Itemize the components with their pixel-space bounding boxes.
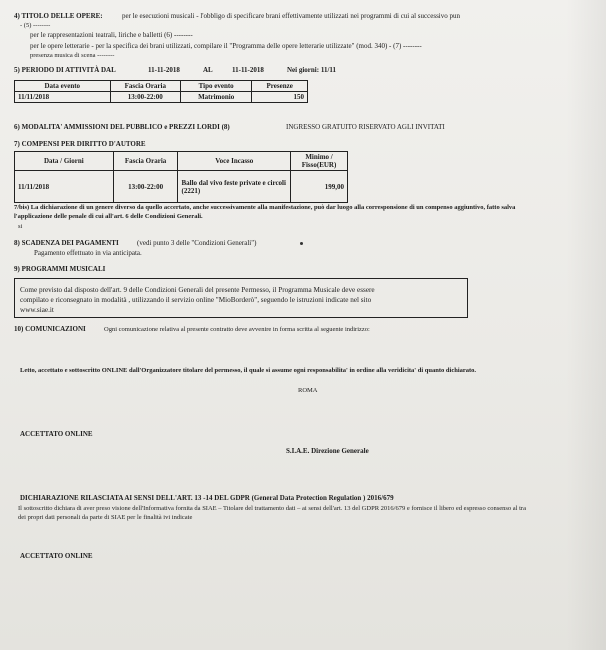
- section7bis-line2: l'applicazione delle penale di cui all'art. 6 delle Condizioni Generali.: [14, 213, 203, 220]
- section9-box-line2: compilato e riconsegnato in modalità , utilizzando il servizio online "MioBorderò", seguendo le istruzioni indicate nel sito: [20, 296, 372, 304]
- section4-line4: presenza musica di scena --------: [30, 52, 115, 59]
- accettato-online-2: ACCETTATO ONLINE: [20, 552, 93, 560]
- table-row: [15, 171, 348, 203]
- table-cell: 150: [252, 92, 308, 103]
- col-header: Voce Incasso: [178, 152, 291, 171]
- col-header: Presenze: [252, 81, 308, 92]
- section6-title: 6) MODALITA' AMMISSIONI DEL PUBBLICO e PREZZI LORDI (8): [14, 123, 230, 131]
- page-shadow: [566, 0, 606, 650]
- section10-title: 10) COMUNICAZIONI: [14, 325, 86, 333]
- col-header: Fascia Oraria: [110, 81, 180, 92]
- table-cell: 11/11/2018: [15, 171, 114, 203]
- col-header: Fascia Oraria: [113, 152, 178, 171]
- roma: ROMA: [298, 387, 318, 394]
- section9-box-line3: www.siae.it: [20, 306, 54, 314]
- gdpr-line1: Il sottoscritto dichiara di aver preso visione dell'Informativa fornita da SIAE – Titolare del trattamento dati – ai sensi dell'art. 13 del GDPR 2016/679 e fornisce il libero ed espresso consenso al tra: [18, 505, 526, 512]
- section10-text: Ogni comunicazione relativa al presente contratto deve avvenire in forma scritta al seguente indirizzo:: [104, 326, 370, 333]
- gdpr-title: DICHIARAZIONE RILASCIATA AI SENSI DELL'ART. 13 -14 DEL GDPR (General Data Protection Regulation ) 2016/679: [20, 494, 394, 502]
- section5-title: 5) PERIODO DI ATTIVITÀ DAL: [14, 66, 116, 74]
- section4-line1: per le esecuzioni musicali - l'obbligo di specificare brani effettivamente utilizzati nei programmi di cui al successivo pun: [122, 12, 460, 20]
- section8-title: 8) SCADENZA DEI PAGAMENTI: [14, 239, 119, 247]
- section7bis-line1: 7/bis) La dichiarazione di un genere diverso da quello accertato, anche successivamente alla manifestazione, può dar luogo alla corresponsione di un compenso aggiuntivo, fatto salva: [14, 204, 516, 211]
- section4-line3: per le opere letterarie - per la specifica dei brani utilizzati, compilare il "Programma delle opere letterarie utilizzate" (mod. 340) - (7) --------: [30, 42, 422, 50]
- gdpr-line2: dei propri dati personali da parte di SIAE per le finalità ivi indicate: [18, 514, 193, 521]
- table-row: [15, 92, 308, 103]
- section5-to: 11-11-2018: [232, 66, 264, 74]
- section9-box-line1: Come previsto dal disposto dell'art. 9 delle Condizioni Generali del presente Permesso, il Programma Musicale deve essere: [20, 286, 375, 294]
- section4-line2: per le rappresentazioni teatrali, liriche e balletti (6) --------: [30, 31, 193, 39]
- accettato-online-1: ACCETTATO ONLINE: [20, 430, 93, 438]
- siae-direzione: S.I.A.E. Direzione Generale: [286, 447, 369, 455]
- col-header: Minimo / Fisso(EUR): [291, 152, 348, 171]
- letto-statement: Letto, accettato e sottoscritto ONLINE dall'Organizzatore titolare del permesso, il quale si assume ogni responsabilita' in ordine alla veridicita' di quanto dichiarato.: [20, 367, 477, 374]
- col-header: Data / Giorni: [15, 152, 114, 171]
- stray-dot: [300, 242, 303, 245]
- section5-al: AL: [203, 66, 213, 74]
- section8-sub: Pagamento effettuato in via anticipata.: [34, 249, 142, 257]
- section8-title-rest: (vedi punto 3 delle "Condizioni Generali"): [137, 239, 257, 247]
- section5-days: Nei giorni: 11/11: [287, 66, 336, 74]
- section7-title: 7) COMPENSI PER DIRITTO D'AUTORE: [14, 140, 146, 148]
- table-cell: 11/11/2018: [15, 92, 111, 103]
- section5-from: 11-11-2018: [148, 66, 180, 74]
- table-cell: 199,00: [291, 171, 348, 203]
- section6-value: INGRESSO GRATUITO RISERVATO AGLI INVITATI: [286, 123, 445, 131]
- table-cell: Ballo dal vivo feste private e circoli (2221): [178, 171, 291, 203]
- section7bis-line3: si: [18, 223, 23, 230]
- section7-table: [14, 151, 348, 203]
- col-header: Tipo evento: [181, 81, 252, 92]
- col-header: Data evento: [15, 81, 111, 92]
- table-cell: Matrimonio: [181, 92, 252, 103]
- table-cell: 13:00-22:00: [110, 92, 180, 103]
- table-cell: 13:00-22:00: [113, 171, 178, 203]
- section5-table: [14, 80, 308, 103]
- section4-title: 4) TITOLO DELLE OPERE:: [14, 12, 103, 20]
- section9-title: 9) PROGRAMMI MUSICALI: [14, 265, 106, 273]
- section4-line1b: - (5) --------: [20, 22, 51, 29]
